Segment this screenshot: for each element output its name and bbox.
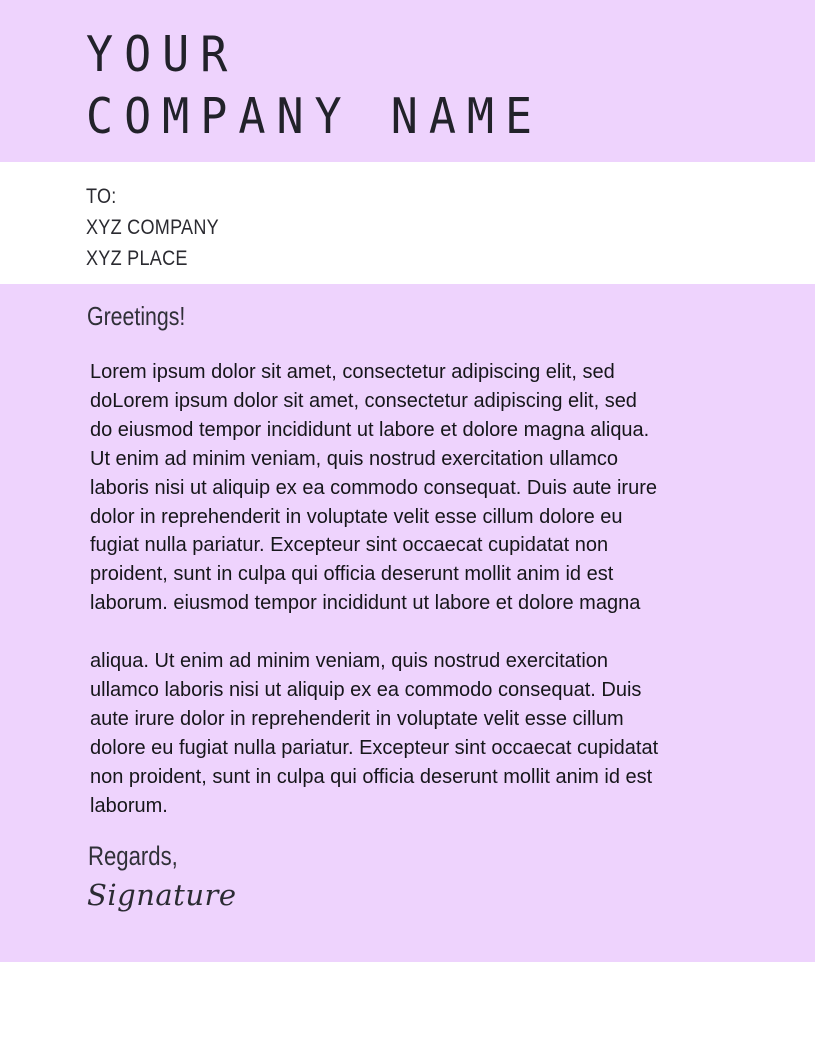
letter-paragraph-2: aliqua. Ut enim ad minim veniam, quis nostrud exercitation ullamco laboris nisi ut aliquip ex ea commodo consequat. Duis aute irure dolor in reprehenderit in voluptate velit esse cillum dolore eu fugiat nulla pariatur. Excepteur sint occaecat cupidatat non proident, sunt in culpa qui officia deserunt mollit anim id est laborum. [90,650,659,817]
greeting: Greetings! [87,301,186,331]
to-label: TO: [86,185,117,208]
recipient-place: XYZ PLACE [86,247,188,270]
company-name-line-2: COMPANY NAME [86,87,544,145]
closing: Regards, [88,841,178,871]
company-name-line-1: YOUR [86,25,239,83]
recipient-company: XYZ COMPANY [86,216,219,239]
letter-paragraph-1: Lorem ipsum dolor sit amet, consectetur adipiscing elit, sed doLorem ipsum dolor sit amet, consectetur adipiscing elit, sed do eiusmod tempor incididunt ut labore et dolore magna aliqua. Ut enim ad minim veniam, quis nostrud exercitation ullamco laboris nisi ut aliquip ex ea commodo consequat. Duis aute irure dolor in reprehenderit in voluptate velit esse cillum dolore eu fugiat nulla pariatur. Excepteur sint occaecat cupidatat non proident, sunt in culpa qui officia deserunt mollit anim id est laborum. eiusmod tempor incididunt ut labore et dolore magna [90,361,657,615]
recipient-block [86,181,219,274]
signature: Signature [87,878,237,912]
